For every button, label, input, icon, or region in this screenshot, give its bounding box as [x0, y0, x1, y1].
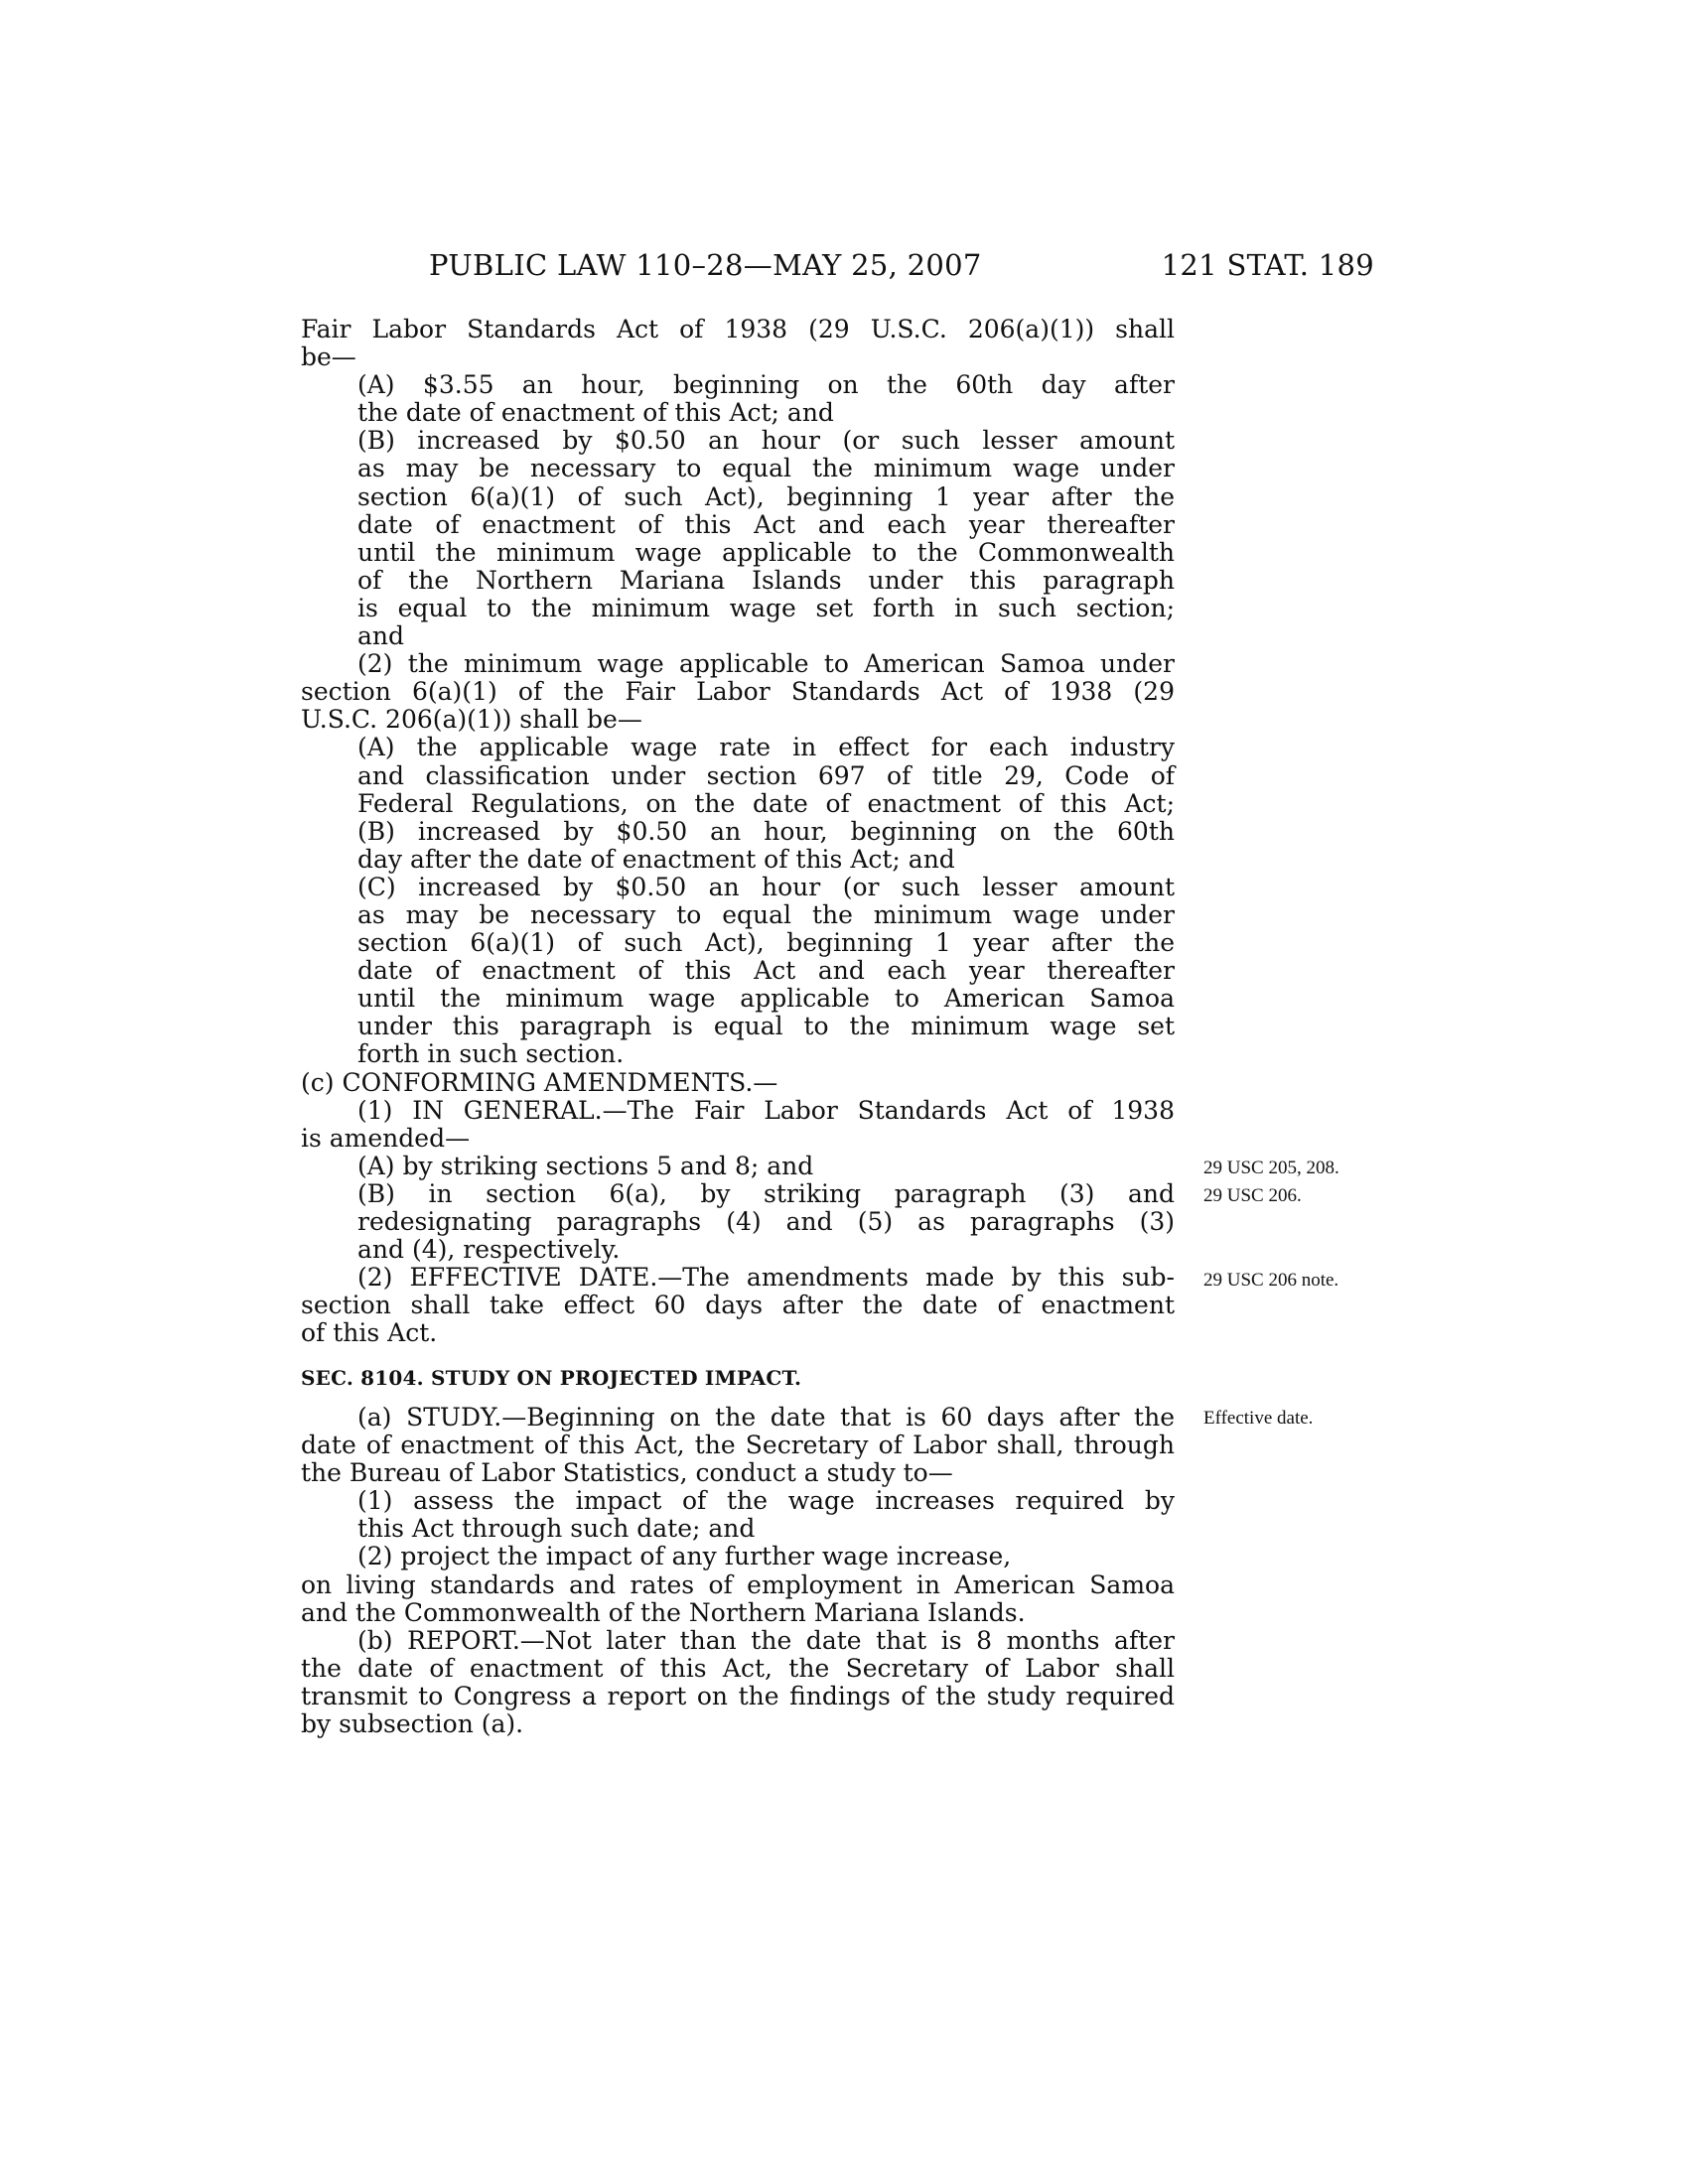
text-line: date of enactment of this Act, the Secretary of Labor shall, through [301, 1431, 1175, 1460]
text-line: until the minimum wage applicable to American Samoa [357, 984, 1175, 1014]
text-line: (2) project the impact of any further wage increase, [357, 1542, 1012, 1571]
text-line: until the minimum wage applicable to the Commonwealth [357, 537, 1175, 567]
text-line: (A) $3.55 an hour, beginning on the 60th day after [357, 370, 1175, 400]
text-line: transmit to Congress a report on the findings of the study required [301, 1681, 1175, 1710]
margin-note-effective-date: Effective date. [1203, 1408, 1314, 1429]
subsection-heading: (c) CONFORMING AMENDMENTS.— [301, 1067, 778, 1097]
running-title: PUBLIC LAW 110–28—MAY 25, 2007 [429, 248, 982, 282]
text-line: (1) assess the impact of the wage increases required by [357, 1486, 1175, 1516]
statute-page-number: 121 STAT. 189 [1161, 248, 1374, 282]
main-text [301, 316, 1175, 1347]
margin-note-usc-205-208: 29 USC 205, 208. [1203, 1158, 1339, 1178]
text-line: section 6(a)(1) of such Act), beginning 1 year after the [357, 928, 1175, 958]
text-line: U.S.C. 206(a)(1)) shall be— [301, 705, 642, 735]
text-line: of the Northern Mariana Islands under this paragraph [357, 565, 1175, 595]
text-line: the date of enactment of this Act, the Secretary of Labor shall [301, 1653, 1175, 1683]
text-line: redesignating paragraphs (4) and (5) as paragraphs (3) [357, 1207, 1175, 1236]
text-line: date of enactment of this Act and each year thereafter [357, 509, 1175, 539]
text-line: is amended— [301, 1123, 471, 1153]
text-line: and the Commonwealth of the Northern Mariana Islands. [301, 1597, 1026, 1627]
text-line: and (4), respectively. [357, 1235, 621, 1265]
text-line: (B) increased by $0.50 an hour (or such lesser amount [357, 426, 1175, 456]
margin-note-usc-206-note: 29 USC 206 note. [1203, 1270, 1339, 1291]
section-heading: SEC. 8104. STUDY ON PROJECTED IMPACT. [301, 1366, 802, 1390]
text-line: this Act through such date; and [357, 1514, 756, 1544]
text-line: (C) increased by $0.50 an hour (or such lesser amount [357, 872, 1175, 901]
text-line: be— [301, 342, 356, 372]
text-line: (a) STUDY.—Beginning on the date that is 60 days after the [357, 1403, 1175, 1432]
text-line: (b) REPORT.—Not later than the date that is 8 months after [357, 1625, 1175, 1655]
text-line: (1) IN GENERAL.—The Fair Labor Standards Act of 1938 [357, 1095, 1175, 1125]
text-line: and classification under section 697 of title 29, Code of [357, 760, 1175, 790]
text-line: as may be necessary to equal the minimum wage under [357, 454, 1175, 483]
text-line: (A) the applicable wage rate in effect for each industry [357, 733, 1175, 762]
text-line: (2) EFFECTIVE DATE.—The amendments made by this sub- [357, 1263, 1175, 1293]
page-header [429, 248, 1374, 288]
text-line: the date of enactment of this Act; and [357, 398, 834, 428]
text-line: day after the date of enactment of this Act; and [357, 844, 955, 874]
text-line: (B) increased by $0.50 an hour, beginning on the 60th [357, 816, 1175, 846]
text-line: and [357, 621, 405, 651]
text-line: (B) in section 6(a), by striking paragraph (3) and [357, 1178, 1175, 1208]
text-line: (A) by striking sections 5 and 8; and [357, 1151, 814, 1180]
text-line: on living standards and rates of employment in American Samoa [301, 1570, 1175, 1599]
text-line: Fair Labor Standards Act of 1938 (29 U.S.C. 206(a)(1)) shall [301, 315, 1175, 343]
margin-note-usc-206: 29 USC 206. [1203, 1185, 1302, 1206]
text-line: of this Act. [301, 1318, 438, 1348]
text-line: forth in such section. [357, 1039, 625, 1069]
text-line: section 6(a)(1) of the Fair Labor Standards Act of 1938 (29 [301, 677, 1175, 707]
text-line: as may be necessary to equal the minimum wage under [357, 899, 1175, 929]
text-line: is equal to the minimum wage set forth in such section; [357, 593, 1175, 622]
text-line: the Bureau of Labor Statistics, conduct a study to— [301, 1458, 953, 1488]
text-line: section 6(a)(1) of such Act), beginning 1 year after the [357, 481, 1175, 511]
text-line: date of enactment of this Act and each year thereafter [357, 956, 1175, 986]
text-line: Federal Regulations, on the date of enactment of this Act; [357, 788, 1175, 818]
text-line: by subsection (a). [301, 1709, 524, 1739]
section-8104 [301, 1364, 1175, 1738]
text-line: (2) the minimum wage applicable to American Samoa under [357, 649, 1175, 679]
text-line: under this paragraph is equal to the minimum wage set [357, 1012, 1175, 1041]
text-line: section shall take effect 60 days after the date of enactment [301, 1291, 1175, 1320]
